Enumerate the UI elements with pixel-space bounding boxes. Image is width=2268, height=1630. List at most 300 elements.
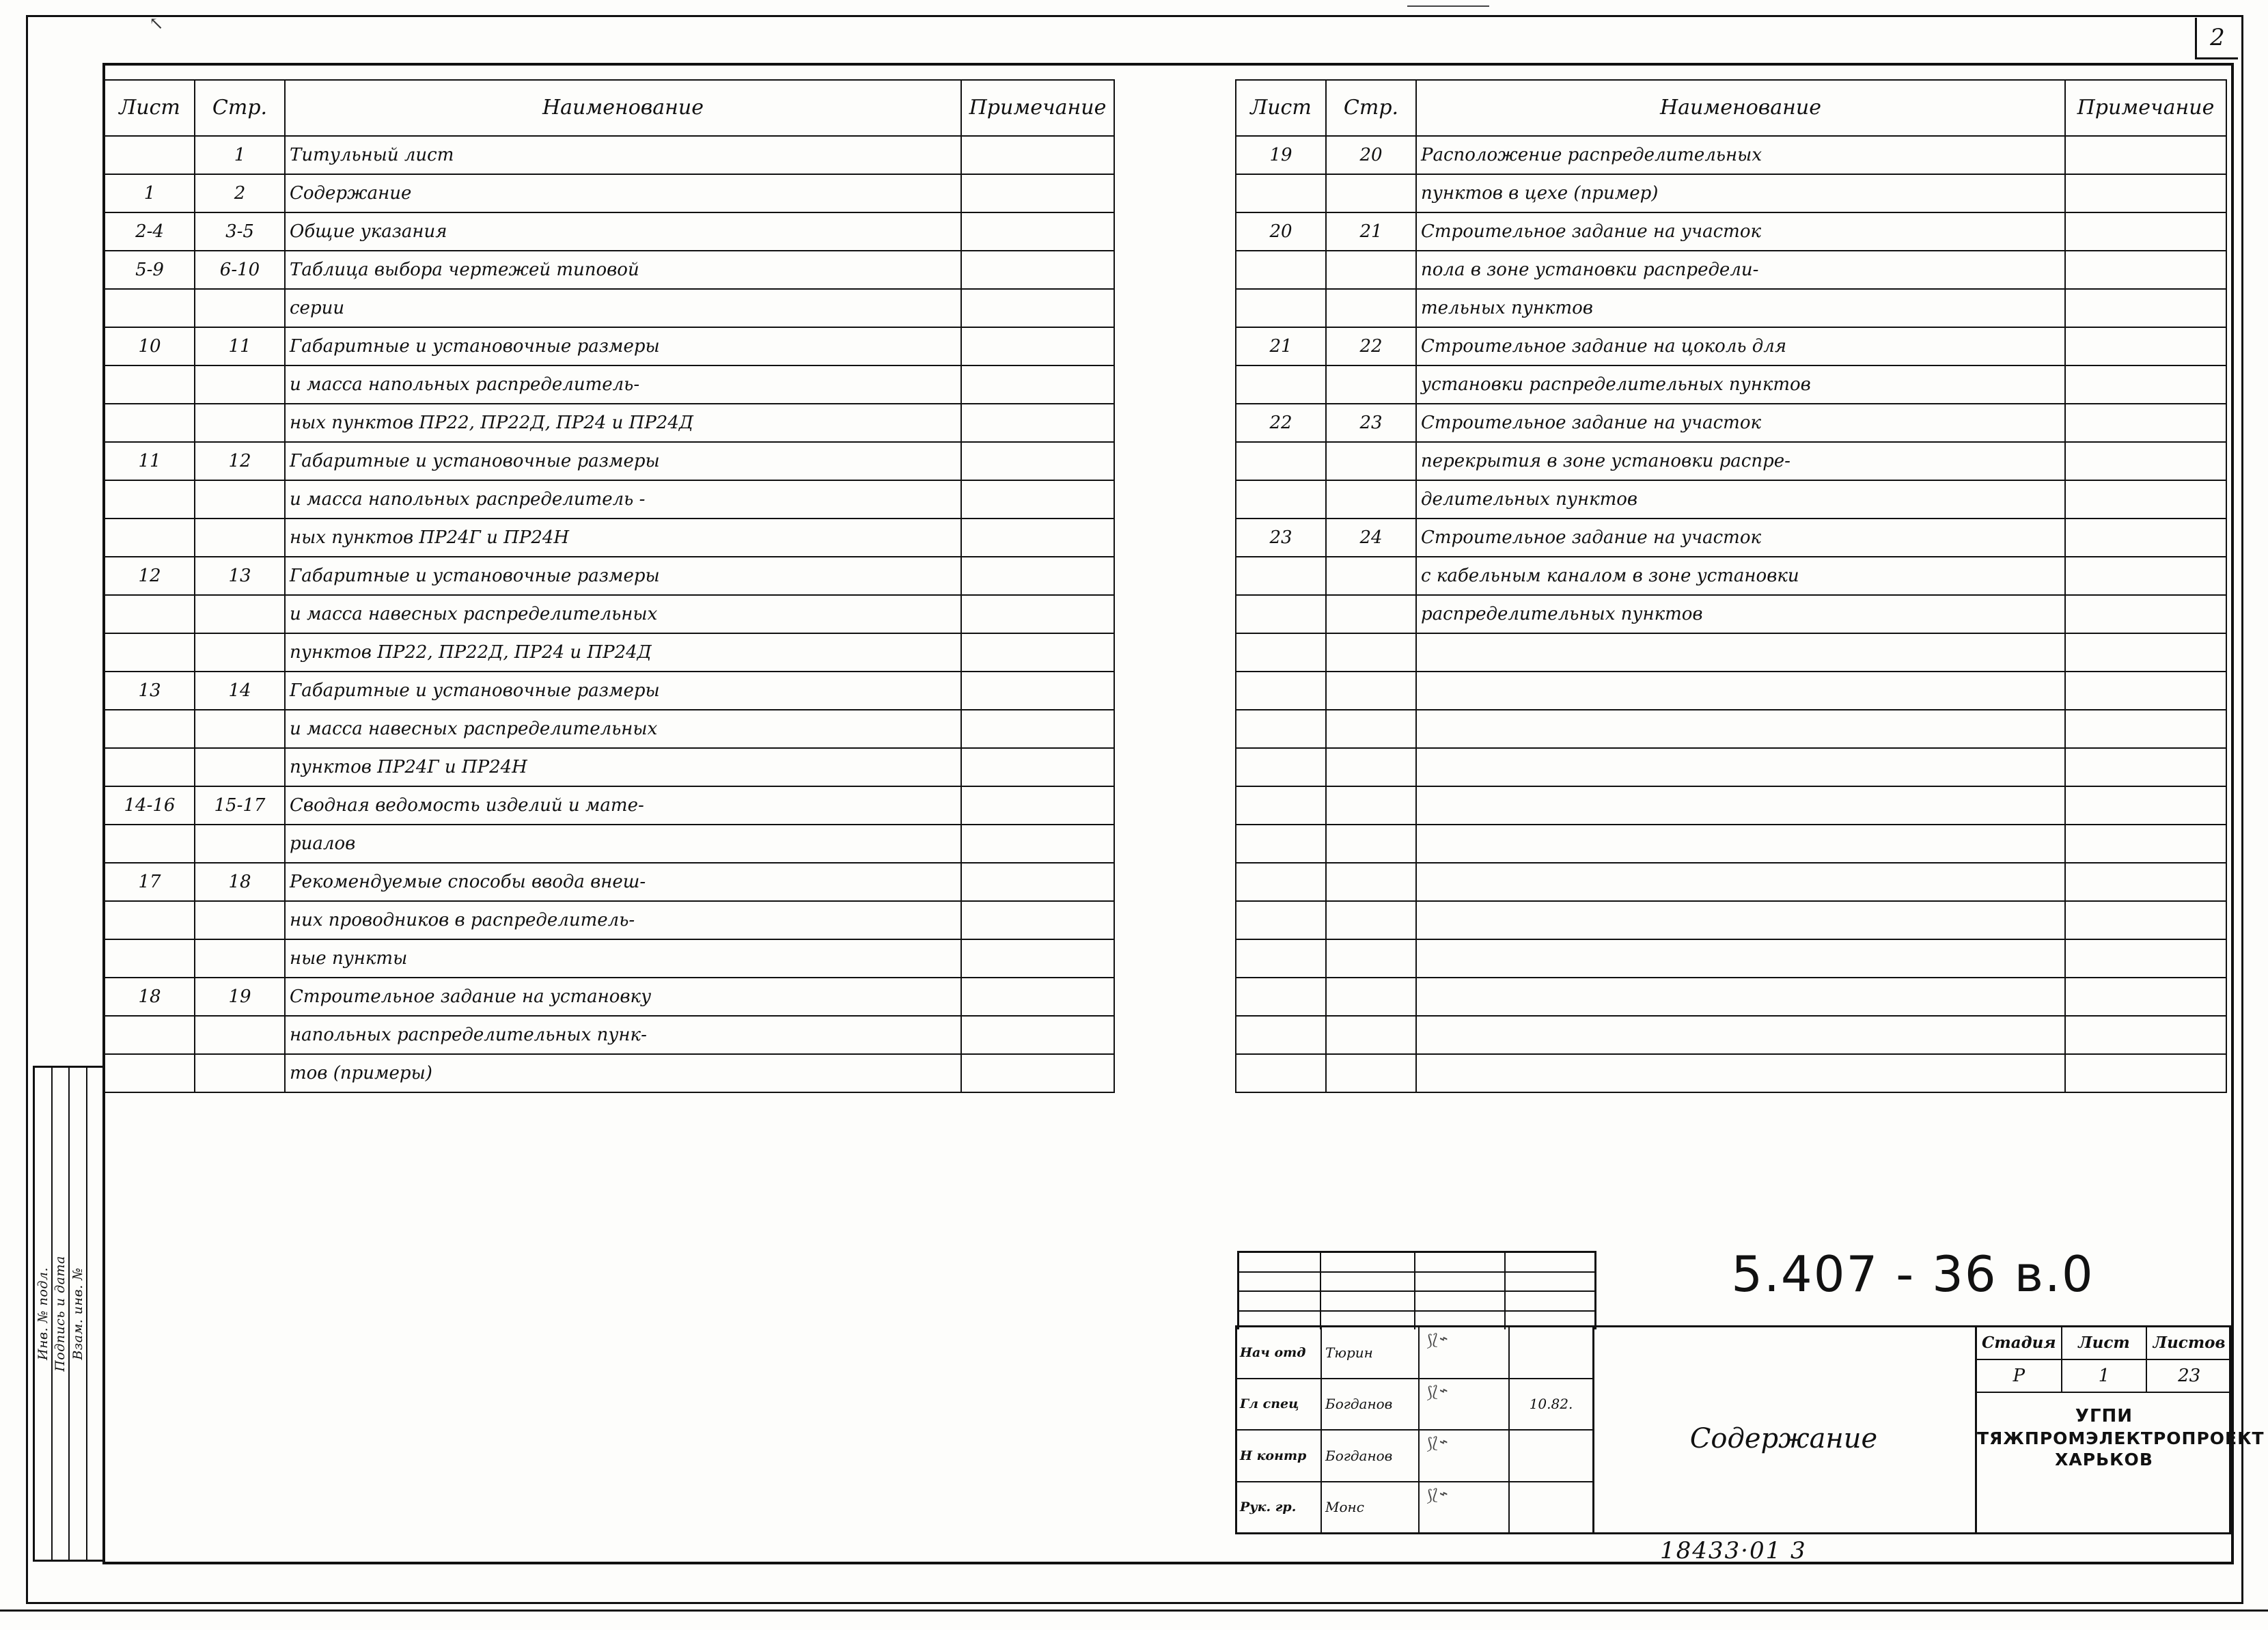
table-row xyxy=(105,519,1114,557)
cell-list xyxy=(1236,442,1326,480)
cell-page: 22 xyxy=(1326,327,1416,365)
table-row xyxy=(105,327,1114,365)
cell-name: и масса напольных распределитель- xyxy=(285,365,961,404)
role-label: Нач отд xyxy=(1237,1327,1322,1378)
column-header-note: Примечание xyxy=(2065,80,2226,136)
signature-mark-icon: ⟆⟅⌁ xyxy=(1425,1433,1449,1454)
cell-note xyxy=(961,1016,1114,1054)
cell-name: Расположение распределительных xyxy=(1416,136,2065,174)
table-header-row xyxy=(1236,80,2226,136)
cell-page: 18 xyxy=(195,863,285,901)
bottom-edge-line xyxy=(0,1610,2268,1612)
cell-note xyxy=(961,289,1114,327)
stage-value-row xyxy=(1977,1360,2231,1393)
cell-name: тов (примеры) xyxy=(285,1054,961,1092)
table-row xyxy=(105,633,1114,672)
cell-page: 14 xyxy=(195,672,285,710)
signature-mark-icon: ⟆⟅⌁ xyxy=(1425,1381,1449,1402)
cell-name xyxy=(1416,863,2065,901)
cell-name: ных пунктов ПР22, ПР22Д, ПР24 и ПР24Д xyxy=(285,404,961,442)
column-header-name: Наименование xyxy=(285,80,961,136)
cell-page xyxy=(195,519,285,557)
cell-note xyxy=(961,939,1114,978)
cell-list: 21 xyxy=(1236,327,1326,365)
cell-list: 17 xyxy=(105,863,195,901)
cell-note xyxy=(961,710,1114,748)
cell-note xyxy=(2065,672,2226,710)
cell-page xyxy=(1326,825,1416,863)
role-person-name: Тюрин xyxy=(1322,1327,1420,1378)
cell-page xyxy=(1326,557,1416,595)
role-label: Гл спец xyxy=(1237,1379,1322,1430)
organization-name: УГПИ xyxy=(2075,1406,2133,1426)
cell-list xyxy=(105,595,195,633)
table-row xyxy=(1236,251,2226,289)
cell-note xyxy=(961,480,1114,519)
cell-note xyxy=(961,978,1114,1016)
cell-page xyxy=(1326,1016,1416,1054)
cell-page xyxy=(1326,672,1416,710)
cell-note xyxy=(961,672,1114,710)
stage-value-list: 1 xyxy=(2062,1360,2148,1392)
cell-note xyxy=(961,212,1114,251)
cell-list xyxy=(105,825,195,863)
signature-cell xyxy=(1420,1327,1510,1378)
cell-page: 2 xyxy=(195,174,285,212)
cell-name: Сводная ведомость изделий и мате- xyxy=(285,786,961,825)
cell-page xyxy=(1326,901,1416,939)
cell-list xyxy=(105,136,195,174)
cell-page: 21 xyxy=(1326,212,1416,251)
cell-name: Титульный лист xyxy=(285,136,961,174)
cell-note xyxy=(961,786,1114,825)
cell-list xyxy=(105,480,195,519)
table-row xyxy=(1236,863,2226,901)
cell-name: пола в зоне установки распредели- xyxy=(1416,251,2065,289)
cell-list xyxy=(1236,1054,1326,1092)
cell-name xyxy=(1416,672,2065,710)
cell-list: 12 xyxy=(105,557,195,595)
archive-number: 18433·01 3 xyxy=(1660,1537,1807,1564)
table-row xyxy=(1236,365,2226,404)
table-row xyxy=(1236,480,2226,519)
cell-name: серии xyxy=(285,289,961,327)
table-row xyxy=(105,289,1114,327)
cell-note xyxy=(2065,251,2226,289)
cell-note xyxy=(2065,1016,2226,1054)
cell-list: 1 xyxy=(105,174,195,212)
cell-name: ные пункты xyxy=(285,939,961,978)
table-row xyxy=(105,825,1114,863)
table-row xyxy=(105,136,1114,174)
cell-note xyxy=(2065,710,2226,748)
signature-mark-icon: ⟆⟅⌁ xyxy=(1425,1329,1449,1351)
cell-page xyxy=(195,1054,285,1092)
cell-list xyxy=(105,1054,195,1092)
toc-table-left xyxy=(104,79,1115,1093)
table-row xyxy=(1236,748,2226,786)
cell-page xyxy=(195,825,285,863)
corner-mark-icon: ↖ xyxy=(149,14,164,34)
cell-note xyxy=(961,901,1114,939)
cell-note xyxy=(961,748,1114,786)
cell-page xyxy=(195,404,285,442)
table-row xyxy=(105,1054,1114,1092)
stamp-cell-inv-podl xyxy=(35,1068,53,1560)
empty-row xyxy=(1239,1253,1594,1273)
cell-page xyxy=(1326,939,1416,978)
cell-page xyxy=(1326,595,1416,633)
table-row xyxy=(105,365,1114,404)
table-row xyxy=(105,212,1114,251)
column-header-name: Наименование xyxy=(1416,80,2065,136)
cell-name: Строительное задание на участок xyxy=(1416,519,2065,557)
cell-name xyxy=(1416,786,2065,825)
organization-city: ХАРЬКОВ xyxy=(2055,1449,2153,1469)
document-title: Содержание xyxy=(1689,1423,1878,1454)
cell-page xyxy=(195,1016,285,1054)
table-row xyxy=(1236,595,2226,633)
cell-name: установки распределительных пунктов xyxy=(1416,365,2065,404)
cell-list xyxy=(1236,633,1326,672)
table-row xyxy=(1236,174,2226,212)
cell-name: Строительное задание на цоколь для xyxy=(1416,327,2065,365)
cell-name: Рекомендуемые способы ввода внеш- xyxy=(285,863,961,901)
cell-page xyxy=(195,595,285,633)
signature-date xyxy=(1510,1482,1592,1533)
cell-note xyxy=(961,519,1114,557)
cell-name: перекрытия в зоне установки распре- xyxy=(1416,442,2065,480)
organization-block xyxy=(1977,1393,2265,1470)
table-row xyxy=(1236,825,2226,863)
cell-note xyxy=(961,557,1114,595)
cell-list xyxy=(1236,978,1326,1016)
stamp-cell-vzam-inv xyxy=(70,1068,87,1560)
stage-header-list: Лист xyxy=(2062,1327,2148,1359)
cell-list xyxy=(105,633,195,672)
table-row xyxy=(1236,978,2226,1016)
cell-note xyxy=(961,825,1114,863)
empty-row xyxy=(1239,1292,1594,1312)
cell-name xyxy=(1416,978,2065,1016)
table-row xyxy=(1236,1016,2226,1054)
cell-note xyxy=(961,1054,1114,1092)
stage-value-stadia: Р xyxy=(1977,1360,2062,1392)
cell-name: пунктов ПР22, ПР22Д, ПР24 и ПР24Д xyxy=(285,633,961,672)
cell-list xyxy=(1236,480,1326,519)
cell-page xyxy=(1326,633,1416,672)
cell-list: 18 xyxy=(105,978,195,1016)
table-row xyxy=(105,442,1114,480)
column-header-list: Лист xyxy=(105,80,195,136)
cell-note xyxy=(2065,480,2226,519)
cell-list xyxy=(1236,901,1326,939)
table-row xyxy=(1236,557,2226,595)
cell-list xyxy=(1236,251,1326,289)
signature-cell xyxy=(1420,1379,1510,1430)
signature-cell xyxy=(1420,1482,1510,1533)
cell-note xyxy=(961,442,1114,480)
cell-note xyxy=(961,633,1114,672)
signature-date xyxy=(1510,1327,1592,1378)
stage-header-listov: Листов xyxy=(2153,1334,2226,1352)
cell-note xyxy=(961,174,1114,212)
table-row xyxy=(105,1016,1114,1054)
table-row xyxy=(1236,212,2226,251)
cell-name: Габаритные и установочные размеры xyxy=(285,557,961,595)
table-row xyxy=(105,480,1114,519)
cell-page: 15-17 xyxy=(195,786,285,825)
cell-list: 13 xyxy=(105,672,195,710)
cell-name xyxy=(1416,633,2065,672)
table-row xyxy=(1236,136,2226,174)
cell-name: Строительное задание на участок xyxy=(1416,212,2065,251)
cell-page: 23 xyxy=(1326,404,1416,442)
cell-page xyxy=(1326,748,1416,786)
cell-page xyxy=(1326,480,1416,519)
cell-note xyxy=(2065,633,2226,672)
cell-name xyxy=(1416,825,2065,863)
table-row xyxy=(1236,289,2226,327)
cell-list xyxy=(1236,786,1326,825)
cell-page xyxy=(1326,863,1416,901)
cell-list: 5-9 xyxy=(105,251,195,289)
cell-list xyxy=(1236,289,1326,327)
cell-list: 22 xyxy=(1236,404,1326,442)
cell-list xyxy=(105,404,195,442)
cell-page xyxy=(195,901,285,939)
table-row xyxy=(105,863,1114,901)
cell-page xyxy=(1326,251,1416,289)
cell-page xyxy=(1326,1054,1416,1092)
column-header-list: Лист xyxy=(1236,80,1326,136)
signature-row xyxy=(1237,1327,1592,1379)
cell-name xyxy=(1416,901,2065,939)
cell-note xyxy=(2065,442,2226,480)
top-edge-tick xyxy=(1407,5,1489,7)
cell-list xyxy=(1236,595,1326,633)
role-label: Н контр xyxy=(1237,1431,1322,1481)
cell-page xyxy=(195,710,285,748)
cell-name xyxy=(1416,1054,2065,1092)
cell-name: распределительных пунктов xyxy=(1416,595,2065,633)
role-person-name: Монс xyxy=(1322,1482,1420,1533)
cell-note xyxy=(2065,939,2226,978)
stamp-cell-blank xyxy=(87,1068,104,1560)
stamp-label-vzam-inv: Взам. инв. № xyxy=(70,1267,85,1360)
table-row xyxy=(1236,633,2226,672)
cell-list: 2-4 xyxy=(105,212,195,251)
cell-name: ных пунктов ПР24Г и ПР24Н xyxy=(285,519,961,557)
table-row xyxy=(1236,710,2226,748)
table-row xyxy=(105,672,1114,710)
cell-list xyxy=(1236,863,1326,901)
cell-list xyxy=(1236,825,1326,863)
cell-list xyxy=(105,901,195,939)
cell-name: с кабельным каналом в зоне установки xyxy=(1416,557,2065,595)
table-row xyxy=(105,404,1114,442)
cell-list xyxy=(1236,710,1326,748)
page-number: 2 xyxy=(2195,18,2238,59)
cell-page xyxy=(1326,365,1416,404)
column-header-note: Примечание xyxy=(961,80,1114,136)
document-code: 5.407 - 36 в.0 xyxy=(1731,1245,2094,1303)
cell-page xyxy=(1326,174,1416,212)
cell-list xyxy=(1236,365,1326,404)
cell-page: 13 xyxy=(195,557,285,595)
cell-name: пунктов в цехе (пример) xyxy=(1416,174,2065,212)
cell-name: и масса навесных распределительных xyxy=(285,595,961,633)
cell-note xyxy=(2065,978,2226,1016)
cell-list xyxy=(1236,557,1326,595)
cell-note xyxy=(961,595,1114,633)
cell-note xyxy=(961,404,1114,442)
cell-name xyxy=(1416,710,2065,748)
stamp-label-inv-podl: Инв. № подл. xyxy=(35,1267,51,1361)
table-row xyxy=(105,174,1114,212)
cell-note xyxy=(2065,1054,2226,1092)
table-row xyxy=(105,251,1114,289)
stamp-label-podpis-data: Подпись и дата xyxy=(53,1256,68,1372)
table-row xyxy=(1236,327,2226,365)
cell-list: 20 xyxy=(1236,212,1326,251)
signature-cell xyxy=(1420,1431,1510,1481)
stage-header-stadia: Стадия xyxy=(1977,1327,2062,1359)
table-row xyxy=(105,786,1114,825)
cell-note xyxy=(2065,748,2226,786)
cell-list xyxy=(1236,939,1326,978)
cell-name: Строительное задание на участок xyxy=(1416,404,2065,442)
cell-page: 12 xyxy=(195,442,285,480)
cell-list xyxy=(105,710,195,748)
empty-row xyxy=(1239,1273,1594,1293)
cell-note xyxy=(961,327,1114,365)
cell-list xyxy=(105,519,195,557)
cell-note xyxy=(2065,825,2226,863)
table-row xyxy=(1236,939,2226,978)
table-row xyxy=(1236,1054,2226,1092)
title-block-roles xyxy=(1237,1327,1594,1532)
cell-note xyxy=(961,365,1114,404)
cell-note xyxy=(2065,595,2226,633)
cell-note xyxy=(2065,327,2226,365)
table-row xyxy=(105,710,1114,748)
stamp-cell-podpis-data xyxy=(53,1068,70,1560)
stage-value-listov: 23 xyxy=(2178,1366,2201,1386)
cell-note xyxy=(2065,212,2226,251)
cell-page: 1 xyxy=(195,136,285,174)
cell-name: Содержание xyxy=(285,174,961,212)
cell-page xyxy=(1326,710,1416,748)
role-label: Рук. гр. xyxy=(1237,1482,1322,1533)
cell-list xyxy=(105,939,195,978)
cell-page xyxy=(1326,442,1416,480)
cell-list: 14-16 xyxy=(105,786,195,825)
cell-name: пунктов ПР24Г и ПР24Н xyxy=(285,748,961,786)
cell-note xyxy=(2065,136,2226,174)
column-header-page: Стр. xyxy=(1326,80,1416,136)
cell-note xyxy=(2065,557,2226,595)
table-row xyxy=(105,978,1114,1016)
cell-name: Таблица выбора чертежей типовой xyxy=(285,251,961,289)
cell-page xyxy=(195,365,285,404)
cell-note xyxy=(2065,519,2226,557)
cell-name: Габаритные и установочные размеры xyxy=(285,672,961,710)
table-row xyxy=(105,939,1114,978)
title-block xyxy=(1235,1245,2265,1534)
role-person-name: Богданов xyxy=(1322,1379,1420,1430)
cell-page: 11 xyxy=(195,327,285,365)
table-row xyxy=(1236,786,2226,825)
title-block-empty-rows xyxy=(1237,1251,1596,1329)
signature-row xyxy=(1237,1379,1592,1431)
cell-list: 10 xyxy=(105,327,195,365)
cell-page xyxy=(195,939,285,978)
left-margin-stamp xyxy=(33,1066,105,1562)
organization-subname: ТЯЖПРОМЭЛЕКТРОПРОЕКТ xyxy=(1977,1428,2265,1448)
cell-note xyxy=(2065,174,2226,212)
table-header-row xyxy=(105,80,1114,136)
table-row xyxy=(105,557,1114,595)
cell-page xyxy=(195,480,285,519)
cell-list xyxy=(1236,174,1326,212)
cell-note xyxy=(2065,786,2226,825)
cell-name: риалов xyxy=(285,825,961,863)
cell-note xyxy=(2065,365,2226,404)
title-block-center xyxy=(1592,1327,1975,1532)
cell-name: Общие указания xyxy=(285,212,961,251)
title-block-stage xyxy=(1975,1327,2265,1532)
cell-name xyxy=(1416,1016,2065,1054)
table-row xyxy=(105,901,1114,939)
cell-page: 20 xyxy=(1326,136,1416,174)
cell-list: 19 xyxy=(1236,136,1326,174)
cell-note xyxy=(2065,901,2226,939)
cell-list: 11 xyxy=(105,442,195,480)
cell-name: Габаритные и установочные размеры xyxy=(285,442,961,480)
cell-name: делительных пунктов xyxy=(1416,480,2065,519)
cell-note xyxy=(2065,404,2226,442)
toc-table-right xyxy=(1235,79,2227,1093)
cell-page: 19 xyxy=(195,978,285,1016)
table-row xyxy=(105,748,1114,786)
table-row xyxy=(1236,404,2226,442)
signature-row xyxy=(1237,1482,1592,1533)
stage-header-row xyxy=(1977,1327,2231,1360)
cell-note xyxy=(961,136,1114,174)
table-row xyxy=(1236,672,2226,710)
cell-name: них проводников в распределитель- xyxy=(285,901,961,939)
cell-page: 24 xyxy=(1326,519,1416,557)
table-row xyxy=(1236,442,2226,480)
cell-name: и масса навесных распределительных xyxy=(285,710,961,748)
cell-name: напольных распределительных пунк- xyxy=(285,1016,961,1054)
cell-name xyxy=(1416,748,2065,786)
cell-list xyxy=(1236,1016,1326,1054)
cell-page xyxy=(1326,978,1416,1016)
cell-page xyxy=(1326,289,1416,327)
cell-page: 3-5 xyxy=(195,212,285,251)
cell-name: тельных пунктов xyxy=(1416,289,2065,327)
cell-list xyxy=(1236,748,1326,786)
column-header-page: Стр. xyxy=(195,80,285,136)
cell-list: 23 xyxy=(1236,519,1326,557)
cell-page xyxy=(1326,786,1416,825)
table-row xyxy=(105,595,1114,633)
cell-list xyxy=(105,748,195,786)
cell-note xyxy=(2065,863,2226,901)
cell-name xyxy=(1416,939,2065,978)
